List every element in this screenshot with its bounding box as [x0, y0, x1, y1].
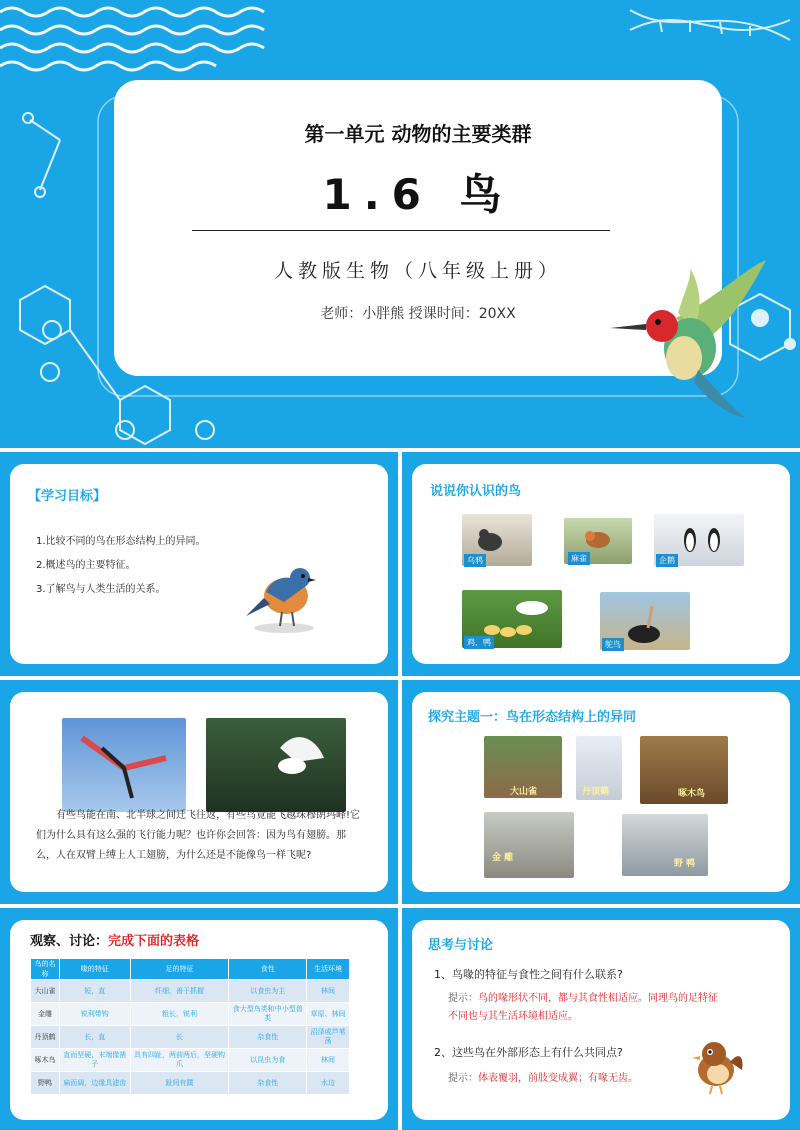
goal-item: 3.了解鸟与人类生活的关系。 — [36, 584, 166, 595]
answer-1-prefix: 提示： — [448, 993, 478, 1004]
table-cell: 锐利带钩 — [59, 1003, 130, 1026]
golden-eagle-label: 金 雕 — [492, 853, 514, 863]
textbook-subtitle: 人教版生物（八年级上册） — [273, 260, 562, 282]
think-slide — [402, 908, 800, 1130]
golden-eagle-photo — [484, 812, 574, 878]
crane-label: 丹顶鹤 — [582, 787, 610, 797]
answer-2 — [448, 1070, 718, 1088]
table-header: 足的特征 — [130, 959, 229, 980]
table-cell: 水边 — [307, 1072, 350, 1095]
observe-heading-prefix: 观察、讨论： — [30, 934, 109, 949]
table-cell: 金雕 — [31, 1003, 60, 1026]
answer-2-prefix: 提示： — [448, 1073, 478, 1084]
question-2: 2、这些鸟在外部形态上有什么共同点? — [434, 1046, 623, 1059]
table-row — [31, 1049, 350, 1072]
crow-label: 乌鸦 — [464, 554, 486, 567]
table-cell: 短，直 — [59, 980, 130, 1003]
sparrow-label: 麻雀 — [568, 552, 590, 565]
cover-slide — [0, 0, 800, 448]
table-cell: 杂食性 — [229, 1072, 307, 1095]
table-row — [31, 1003, 350, 1026]
table-cell: 扁而阔，边缘具滤齿 — [59, 1072, 130, 1095]
table-cell: 趾间有蹼 — [130, 1072, 229, 1095]
bluebird-image — [244, 562, 324, 636]
answer-1-text: 鸟的喙形状不同，都与其食性相适应。同理鸟的足特征不同也与其生活环境相适应。 — [448, 993, 718, 1022]
explore-slide — [402, 680, 800, 904]
table-cell: 以昆虫为食 — [229, 1049, 307, 1072]
known-birds-slide — [402, 452, 800, 676]
table-row — [31, 1026, 350, 1049]
flight-paragraph: 有些鸟能在南、北半球之间迁飞往返，有些鸟竟能飞越珠穆朗玛峰!它们为什么具有这么强的飞行能力呢？也许你会回答：因为鸟有翅膀。那么，人在双臂上缚上人工翅膀，为什么还是不能像鸟一样飞呢? — [36, 810, 361, 861]
table-cell: 草原、林间 — [307, 1003, 350, 1026]
great-tit-label: 大山雀 — [510, 787, 538, 797]
table-cell: 以食虫为主 — [229, 980, 307, 1003]
cartoon-sparrow-image — [686, 1036, 746, 1098]
answer-2-text: 体表覆羽，前肢变成翼；有喙无齿。 — [478, 1073, 638, 1084]
table-cell: 林间 — [307, 1049, 350, 1072]
table-cell: 沼泽或芦苇荡 — [307, 1026, 350, 1049]
table-cell: 直而坚硬，末端像凿子 — [59, 1049, 130, 1072]
goals-slide — [0, 452, 398, 676]
egret-photo — [206, 718, 346, 812]
table-header: 鸟的名称 — [31, 959, 60, 980]
table-cell: 丹顶鹤 — [31, 1026, 60, 1049]
wild-duck-label: 野 鸭 — [674, 859, 696, 869]
goals-heading: 【学习目标】 — [28, 489, 107, 504]
unit-title: 第一单元 动物的主要类群 — [304, 122, 532, 146]
question-1: 1、鸟喙的特征与食性之间有什么联系? — [434, 968, 623, 981]
think-heading: 思考与讨论 — [428, 938, 494, 953]
table-header: 食性 — [229, 959, 307, 980]
table-cell: 啄木鸟 — [31, 1049, 60, 1072]
hummingbird-image — [606, 258, 776, 428]
table-row — [31, 1072, 350, 1095]
chicken-duck-label: 鸡、鸭 — [464, 636, 494, 649]
observe-heading — [30, 930, 199, 949]
teacher-info: 老师：小胖熊 授课时间：20XX — [320, 306, 516, 322]
known-birds-heading: 说说你认识的鸟 — [430, 484, 522, 499]
table-cell: 纤细，善于抓握 — [130, 980, 229, 1003]
table-cell: 具有四趾，两前两后，坚硬钩爪 — [130, 1049, 229, 1072]
table-row — [31, 980, 350, 1003]
woodpecker-label: 啄木鸟 — [678, 789, 706, 799]
ostrich-label: 鸵鸟 — [602, 638, 624, 651]
observation-table — [30, 958, 350, 1095]
answer-1 — [448, 990, 718, 1026]
table-cell: 林间 — [307, 980, 350, 1003]
table-cell: 粗长，锐利 — [130, 1003, 229, 1026]
goal-item: 1.比较不同的鸟在形态结构上的异同。 — [36, 536, 206, 547]
explore-heading: 探究主题一：鸟在形态结构上的异同 — [428, 710, 637, 725]
table-cell: 杂食性 — [229, 1026, 307, 1049]
flight-slide — [0, 680, 398, 904]
goal-item: 2.概述鸟的主要特征。 — [36, 560, 136, 571]
penguin-label: 企鹅 — [656, 554, 678, 567]
table-header: 生活环境 — [307, 959, 350, 980]
table-cell: 大山雀 — [31, 980, 60, 1003]
title-divider — [192, 230, 610, 231]
lesson-title: 1.6 鸟 — [322, 170, 514, 219]
table-header: 喙的特征 — [59, 959, 130, 980]
flamingo-photo — [62, 718, 186, 812]
observe-slide — [0, 908, 398, 1130]
table-cell: 食大型鸟类和中小型兽类 — [229, 1003, 307, 1026]
observe-heading-highlight: 完成下面的表格 — [108, 934, 200, 949]
table-cell: 野鸭 — [31, 1072, 60, 1095]
table-cell: 长，直 — [59, 1026, 130, 1049]
table-cell: 长 — [130, 1026, 229, 1049]
